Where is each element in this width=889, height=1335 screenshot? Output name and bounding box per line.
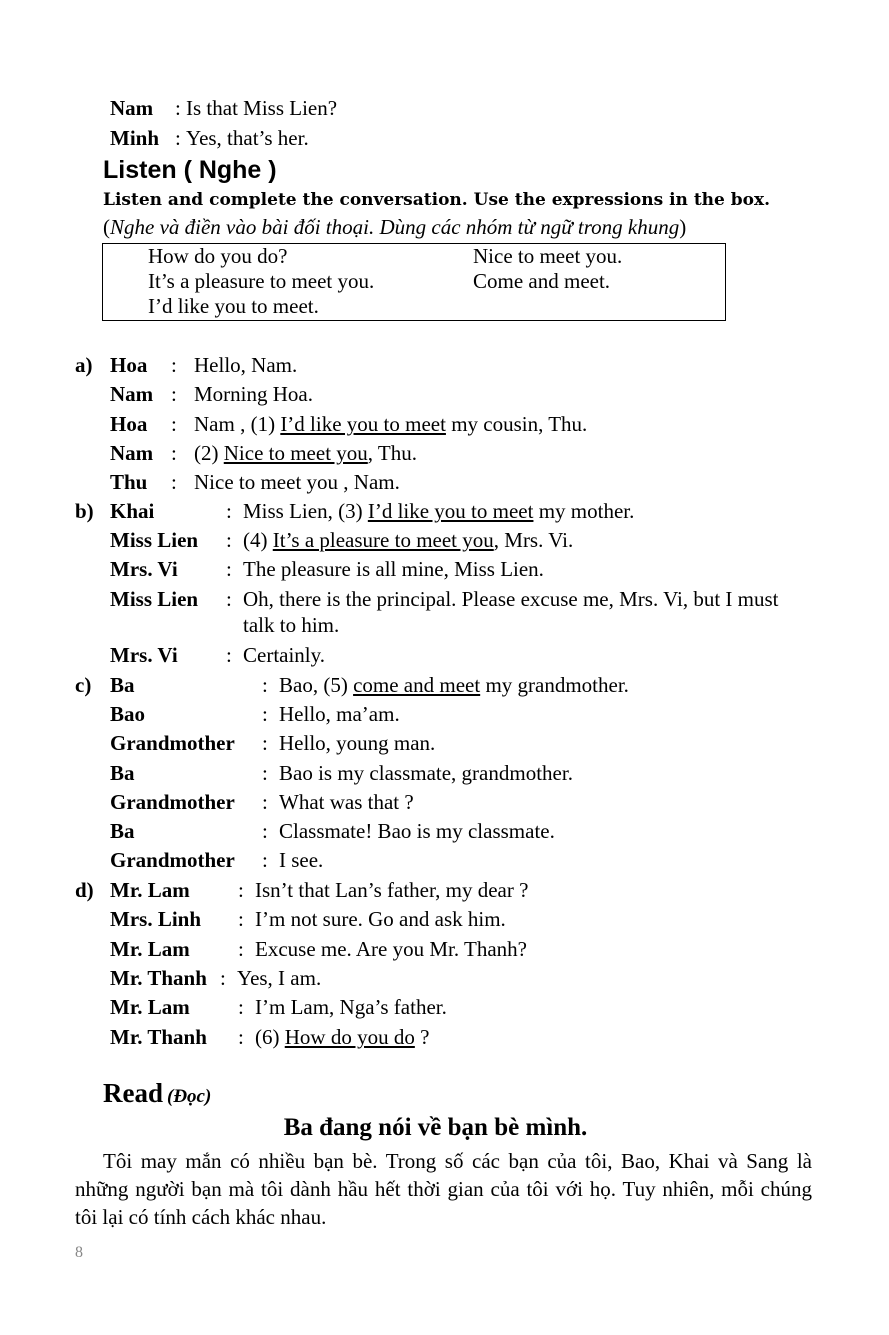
speaker: Ba (110, 819, 135, 843)
separator: : (171, 382, 177, 406)
dialogue-text: Hello, ma’am. (279, 702, 400, 726)
dialogue-line (279, 847, 323, 873)
dialogue-text: my mother. (533, 499, 635, 523)
expression-item: How do you do? (148, 244, 288, 268)
dialogue-line (243, 527, 573, 553)
speaker: Ba (110, 673, 135, 697)
dialogue-line (243, 556, 544, 582)
speaker: Mrs. Vi (110, 557, 178, 581)
separator: : (262, 702, 268, 726)
dialogue-text: Nam , (1) (194, 412, 281, 436)
read-title: Ba đang nói về bạn bè mình. (283, 1114, 588, 1141)
speaker: Grandmother (110, 790, 235, 814)
dialogue-text: , Mrs. Vi. (493, 528, 574, 552)
speaker: Khai (110, 499, 155, 523)
section-label-c: c) (75, 673, 92, 697)
dialogue-line: Yes, that’s her. (186, 126, 309, 150)
speaker: Nam (110, 382, 154, 406)
dialogue-text: Miss Lien, (3) (243, 499, 368, 523)
speaker: Ba (110, 761, 135, 785)
answer-blank: It’s a pleasure to meet you (272, 528, 494, 552)
read-paragraph: Tôi may mắn có nhiều bạn bè. Trong số các bạn của tôi, Bao, Khai và Sang là những người bạn mà tôi dành hầu hết thời gian của tôi với họ. Tuy nhiên, mỗi chúng tôi lại có tính cách khác nhau. (75, 1149, 812, 1229)
speaker: Mr. Lam (110, 937, 190, 961)
expression-item: I’d like you to meet. (148, 294, 319, 318)
answer-blank: How do you do (284, 1025, 415, 1049)
dialogue-text: The pleasure is all mine, Miss Lien. (243, 557, 544, 581)
dialogue-text: Yes, I am. (237, 966, 322, 990)
dialogue-line (255, 936, 527, 962)
dialogue-line (194, 352, 297, 378)
listen-heading: Listen ( Nghe ) (103, 156, 277, 184)
dialogue-line (194, 469, 400, 495)
dialogue-text: Nice to meet you , Nam. (194, 470, 400, 494)
section-label-b: b) (75, 499, 94, 523)
dialogue-text: What was that ? (279, 790, 414, 814)
dialogue-line (194, 381, 313, 407)
speaker: Bao (110, 702, 146, 726)
dialogue-text: Certainly. (243, 643, 326, 667)
dialogue-line (279, 701, 400, 727)
answer-blank: Nice to meet you (223, 441, 368, 465)
dialogue-text: I see. (279, 848, 324, 872)
dialogue-line (255, 877, 528, 903)
section-label-a: a) (75, 353, 93, 377)
separator: : (262, 819, 268, 843)
dialogue-line (255, 906, 506, 932)
dialogue-text: Hello, young man. (279, 731, 436, 755)
read-heading: Read (Đọc) (103, 1078, 212, 1108)
speaker: Mr. Lam (110, 878, 190, 902)
dialogue-line (243, 612, 339, 638)
separator: : (171, 353, 177, 377)
separator: : (171, 441, 177, 465)
separator: : (226, 528, 232, 552)
dialogue-text: Classmate! Bao is my classmate. (279, 819, 555, 843)
separator: : (220, 966, 226, 990)
dialogue-text: Excuse me. Are you Mr. Thanh? (255, 937, 527, 961)
speaker: Nam (110, 441, 154, 465)
dialogue-line (279, 672, 629, 698)
section-label-d: d) (75, 878, 94, 902)
separator: : (171, 412, 177, 436)
separator: : (262, 848, 268, 872)
speaker: Grandmother (110, 731, 235, 755)
separator: : (238, 937, 244, 961)
dialogue-text: Isn’t that Lan’s father, my dear ? (255, 878, 529, 902)
dialogue-line (237, 965, 321, 991)
page-number: 8 (75, 1244, 83, 1261)
dialogue-line (243, 586, 779, 612)
listen-translation: (Nghe và điền vào bài đối thoại. Dùng các nhóm từ ngữ trong khung) (103, 215, 687, 239)
speaker: Miss Lien (110, 528, 199, 552)
answer-blank: I’d like you to meet (367, 499, 534, 523)
speaker: Miss Lien (110, 587, 199, 611)
speaker: Mr. Thanh (110, 966, 207, 990)
expression-item: Nice to meet you. (473, 244, 623, 268)
dialogue-text: (2) (194, 441, 224, 465)
separator: : (238, 878, 244, 902)
listen-instruction: Listen and complete the conversation. Use the expressions in the box. (103, 190, 771, 210)
answer-blank: I’d like you to meet (280, 412, 446, 436)
dialogue-text: talk to him. (243, 613, 340, 637)
dialogue-line (194, 411, 587, 437)
dialogue-line (279, 760, 573, 786)
dialogue-text: Bao is my classmate, grandmother. (279, 761, 573, 785)
separator: : (171, 470, 177, 494)
speaker: Mr. Lam (110, 995, 190, 1019)
dialogue-line (255, 994, 447, 1020)
dialogue-line (255, 1024, 429, 1050)
dialogue-text: I’m Lam, Nga’s father. (255, 995, 447, 1019)
speaker: Minh (110, 126, 160, 150)
answer-blank: come and meet (353, 673, 481, 697)
dialogue-text: ? (414, 1025, 430, 1049)
separator: : (238, 907, 244, 931)
dialogue-text: , Thu. (367, 441, 417, 465)
dialogue-text: (6) (255, 1025, 285, 1049)
speaker: Thu (110, 470, 148, 494)
dialogue-text: Morning Hoa. (194, 382, 313, 406)
dialogue-line (279, 730, 435, 756)
speaker: Mrs. Linh (110, 907, 202, 931)
dialogue-text: Oh, there is the principal. Please excuse me, Mrs. Vi, but I must (243, 587, 779, 611)
separator: : (175, 96, 181, 120)
separator: : (175, 126, 181, 150)
speaker: Hoa (110, 412, 148, 436)
speaker: Nam (110, 96, 154, 120)
separator: : (262, 673, 268, 697)
separator: : (262, 731, 268, 755)
dialogue-text: my cousin, Thu. (445, 412, 588, 436)
separator: : (238, 1025, 244, 1049)
separator: : (226, 587, 232, 611)
separator: : (226, 557, 232, 581)
dialogue-text: I’m not sure. Go and ask him. (255, 907, 506, 931)
speaker: Mrs. Vi (110, 643, 178, 667)
dialogue-line (194, 440, 417, 466)
dialogue-text: Hello, Nam. (194, 353, 298, 377)
speaker: Hoa (110, 353, 148, 377)
separator: : (226, 643, 232, 667)
dialogue-text: my grandmother. (480, 673, 629, 697)
dialogue-line (243, 498, 634, 524)
dialogue-text: (4) (243, 528, 273, 552)
separator: : (226, 499, 232, 523)
speaker: Grandmother (110, 848, 235, 872)
expression-item: Come and meet. (473, 269, 611, 293)
dialogue-line (279, 789, 414, 815)
dialogue-text: Bao, (5) (279, 673, 354, 697)
dialogue-line (279, 818, 555, 844)
speaker: Mr. Thanh (110, 1025, 207, 1049)
separator: : (238, 995, 244, 1019)
expression-item: It’s a pleasure to meet you. (148, 269, 375, 293)
separator: : (262, 790, 268, 814)
separator: : (262, 761, 268, 785)
dialogue-line (243, 642, 325, 668)
dialogue-line: Is that Miss Lien? (186, 96, 338, 120)
